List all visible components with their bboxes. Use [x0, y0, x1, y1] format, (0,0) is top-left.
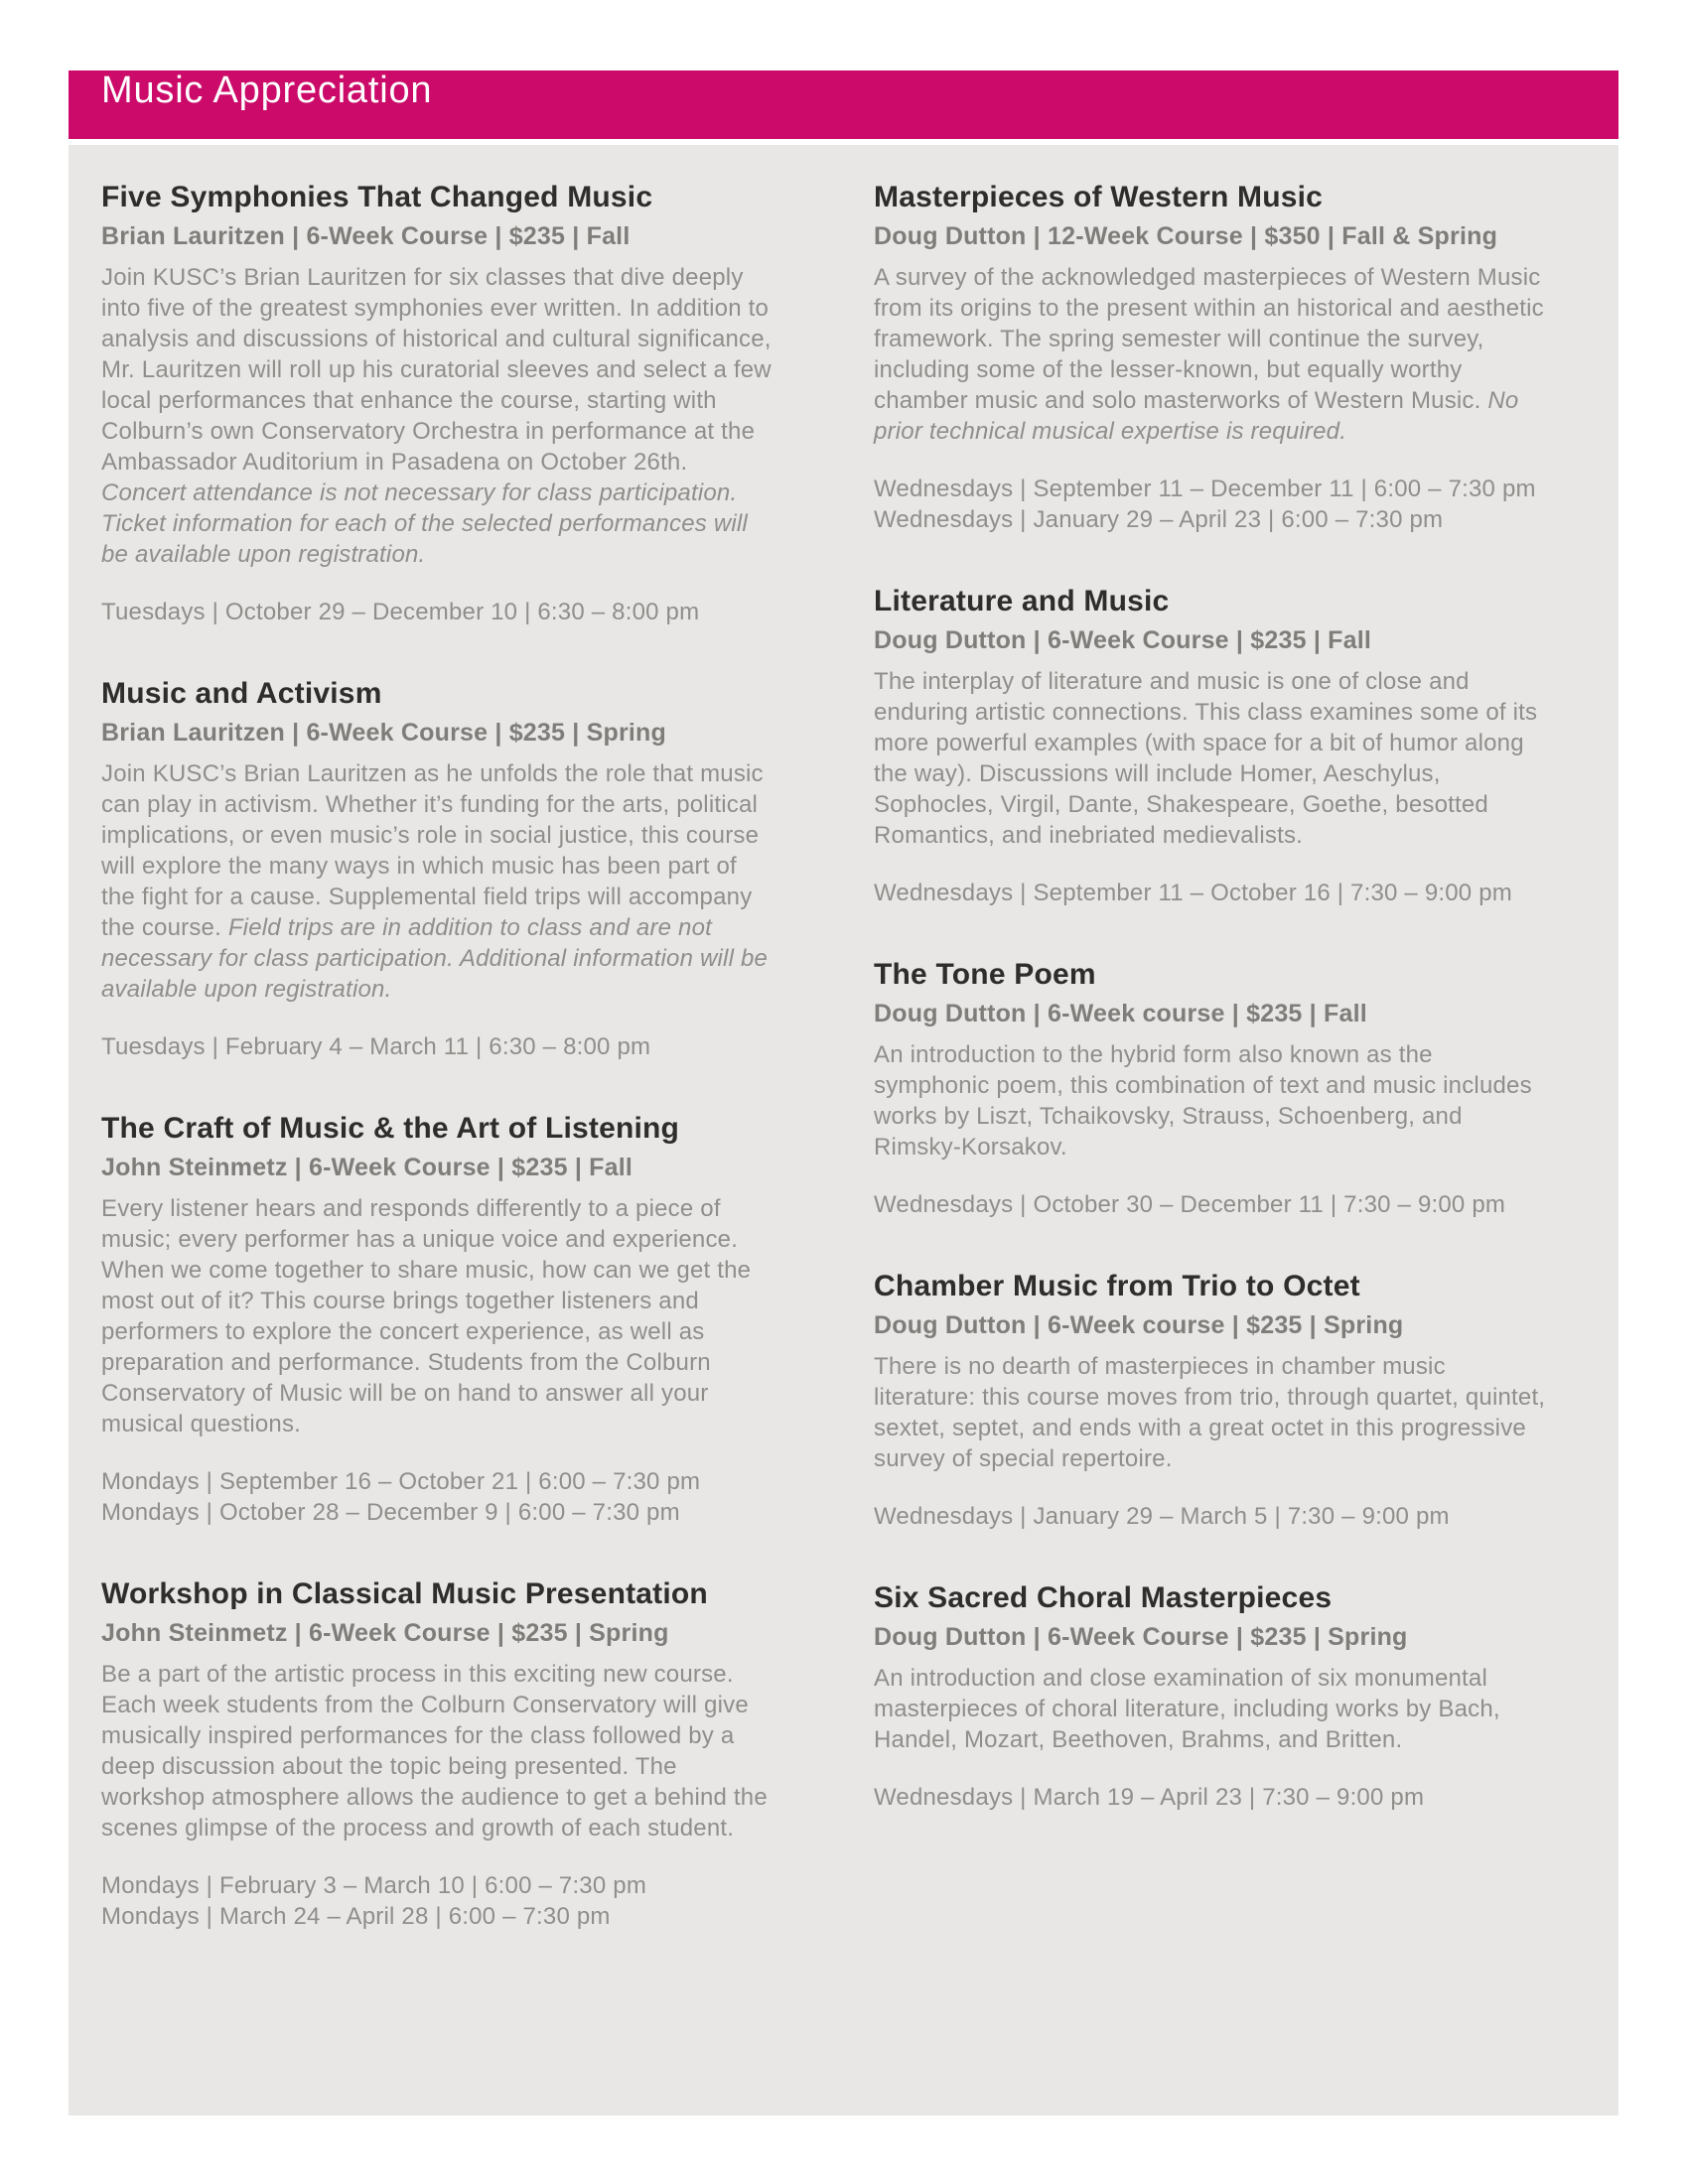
course-description — [101, 262, 776, 570]
course-schedule — [101, 1031, 776, 1062]
course-description — [874, 1663, 1549, 1755]
course-title: The Tone Poem — [874, 958, 1096, 991]
column-right — [874, 179, 1549, 1932]
schedule-line: Mondays | March 24 – April 28 | 6:00 – 7:30 pm — [101, 1903, 611, 1930]
course-block — [874, 1268, 1549, 1532]
course-meta: Doug Dutton | 6-Week Course | $235 | Fall — [874, 626, 1372, 654]
course-title: Five Symphonies That Changed Music — [101, 181, 653, 213]
course-schedule — [101, 1466, 776, 1528]
course-description-text: An introduction and close examination of six monumental masterpieces of choral literature, including works by Bach, Handel, Mozart, Beethoven, Brahms, and Britten. — [874, 1665, 1500, 1753]
course-schedule — [101, 1870, 776, 1932]
course-description — [101, 758, 776, 1005]
course-columns — [101, 179, 1549, 1932]
course-schedule — [874, 878, 1549, 908]
course-description-text: Join KUSC’s Brian Lauritzen for six classes that dive deeply into five of the greatest symphonies ever written. In addition to analysis and discussions of historical and cultural significance, Mr. Lauritzen will roll up his curatorial sleeves and select a few local performances that enhance the course, starting with Colburn’s own Conservatory Orchestra in performance at the Ambassador Auditorium in Pasadena on October 26th. — [101, 264, 772, 476]
course-meta: Doug Dutton | 12-Week Course | $350 | Fall & Spring — [874, 222, 1498, 250]
schedule-line: Tuesdays | February 4 – March 11 | 6:30 – 8:00 pm — [101, 1033, 651, 1060]
course-schedule — [101, 597, 776, 627]
course-block — [101, 675, 776, 1062]
course-description — [874, 1039, 1549, 1162]
course-description — [874, 666, 1549, 851]
course-description-italic: No prior technical musical expertise is required. — [874, 387, 1519, 445]
course-title: Six Sacred Choral Masterpieces — [874, 1581, 1333, 1614]
schedule-line: Mondays | February 3 – March 10 | 6:00 – 7:30 pm — [101, 1872, 647, 1899]
course-title: The Craft of Music & the Art of Listening — [101, 1112, 680, 1145]
course-description-text: The interplay of literature and music is one of close and enduring artistic connections. This class examines some of its more powerful examples (with space for a bit of humor along the way). Discussions will include Homer, Aeschylus, Sophocles, Virgil, Dante, Shakespeare, Goethe, besotted Romantics, and inebriated medievalists. — [874, 668, 1538, 849]
course-title: Workshop in Classical Music Presentation — [101, 1577, 708, 1610]
course-block — [874, 956, 1549, 1220]
course-description-text: Be a part of the artistic process in this exciting new course. Each week students from the Colburn Conservatory will give musically inspired performances for the class followed by a deep discussion about the topic being presented. The workshop atmosphere allows the audience to get a behind the scenes glimpse of the process and growth of each student. — [101, 1661, 768, 1842]
course-description — [101, 1193, 776, 1439]
course-schedule — [874, 1189, 1549, 1220]
course-description-text: Every listener hears and responds differently to a piece of music; every performer has a unique voice and experience. When we come together to share music, how can we get the most out of it? This course brings together listeners and performers to explore the concert experience, as well as preparation and performance. Students from the Colburn Conservatory of Music will be on hand to answer all your musical questions. — [101, 1195, 752, 1437]
course-schedule — [874, 474, 1549, 535]
course-meta: John Steinmetz | 6-Week Course | $235 | Spring — [101, 1619, 669, 1647]
schedule-line: Mondays | September 16 – October 21 | 6:00 – 7:30 pm — [101, 1468, 701, 1495]
course-schedule — [874, 1782, 1549, 1813]
course-meta: Doug Dutton | 6-Week Course | $235 | Spring — [874, 1623, 1408, 1651]
course-meta: Doug Dutton | 6-Week course | $235 | Fall — [874, 1000, 1367, 1027]
course-title: Chamber Music from Trio to Octet — [874, 1270, 1360, 1302]
course-description-italic: Field trips are in addition to class and are not necessary for class participation. Additional information will be available upon registration. — [101, 914, 769, 1003]
schedule-line: Wednesdays | January 29 – March 5 | 7:30 – 9:00 pm — [874, 1503, 1450, 1530]
schedule-line: Wednesdays | September 11 – December 11 | 6:00 – 7:30 pm — [874, 476, 1536, 502]
course-title: Literature and Music — [874, 585, 1170, 617]
schedule-line: Tuesdays | October 29 – December 10 | 6:30 – 8:00 pm — [101, 599, 700, 625]
course-description-text: An introduction to the hybrid form also known as the symphonic poem, this combination of text and music includes works by Liszt, Tchaikovsky, Strauss, Schoenberg, and Rimsky-Korsakov. — [874, 1041, 1532, 1160]
course-block — [874, 1579, 1549, 1813]
course-description-text: There is no dearth of masterpieces in chamber music literature: this course moves from trio, through quartet, quintet, sextet, septet, and ends with a great octet in this progressive survey of special repertoire. — [874, 1353, 1546, 1472]
course-meta: Brian Lauritzen | 6-Week Course | $235 | Fall — [101, 222, 631, 250]
course-description — [101, 1659, 776, 1843]
schedule-line: Wednesdays | September 11 – October 16 | 7:30 – 9:00 pm — [874, 880, 1512, 906]
content-panel — [69, 145, 1618, 2116]
page-title: Music Appreciation — [101, 69, 433, 112]
course-title: Music and Activism — [101, 677, 382, 710]
course-block — [101, 1575, 776, 1932]
course-meta: John Steinmetz | 6-Week Course | $235 | Fall — [101, 1154, 633, 1181]
column-left — [101, 179, 776, 1932]
page-banner — [69, 70, 1618, 139]
course-description-text: A survey of the acknowledged masterpieces of Western Music from its origins to the present within an historical and aesthetic framework. The spring semester will continue the survey, including some of the lesser-known, but equally worthy chamber music and solo masterworks of Western Music. — [874, 264, 1544, 414]
course-description-text: Join KUSC’s Brian Lauritzen as he unfolds the role that music can play in activism. Whether it’s funding for the arts, political implications, or even music’s role in social justice, this course will explore the many ways in which music has been part of the fight for a cause. Supplemental field trips will accompany the course. — [101, 760, 764, 941]
course-schedule — [874, 1501, 1549, 1532]
course-description-italic: Concert attendance is not necessary for class participation. Ticket information for each of the selected performances will be available upon registration. — [101, 479, 748, 568]
course-block — [874, 179, 1549, 535]
course-title: Masterpieces of Western Music — [874, 181, 1324, 213]
course-block — [101, 1110, 776, 1528]
schedule-line: Wednesdays | October 30 – December 11 | 7:30 – 9:00 pm — [874, 1191, 1506, 1218]
course-meta: Doug Dutton | 6-Week course | $235 | Spring — [874, 1311, 1404, 1339]
course-block — [101, 179, 776, 627]
course-block — [874, 583, 1549, 908]
schedule-line: Wednesdays | January 29 – April 23 | 6:00 – 7:30 pm — [874, 506, 1444, 533]
schedule-line: Mondays | October 28 – December 9 | 6:00 – 7:30 pm — [101, 1499, 680, 1526]
schedule-line: Wednesdays | March 19 – April 23 | 7:30 – 9:00 pm — [874, 1784, 1425, 1811]
course-description — [874, 1351, 1549, 1474]
course-description — [874, 262, 1549, 447]
course-meta: Brian Lauritzen | 6-Week Course | $235 | Spring — [101, 719, 666, 747]
